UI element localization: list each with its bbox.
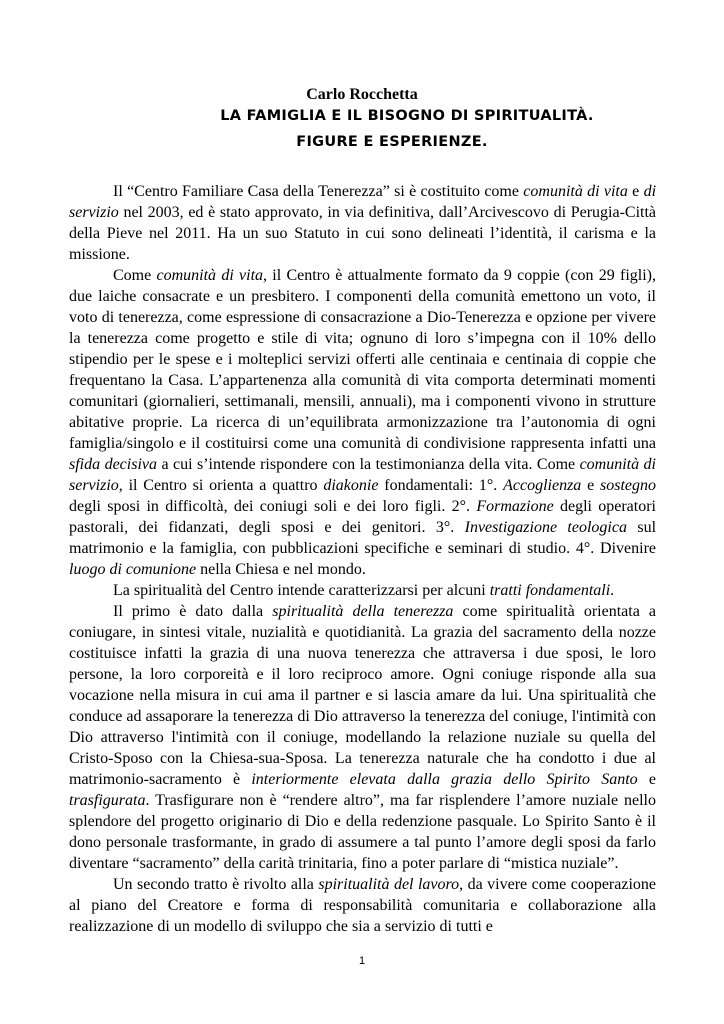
italic-text: spiritualità della tenerezza xyxy=(272,603,454,620)
text-run: nel 2003, ed è stato approvato, in via definitiva, dall’Arcivescovo di Perugia-Città della Pieve nel 2011. Ha un suo Statuto in cui sono delineati l’identità, il carisma e la missione. xyxy=(69,204,656,263)
text-run: , il Centro è attualmente formato da 9 coppie (con 29 figli), due laiche consacrate e un presbitero. I componenti della comunità emettono un voto, il voto di tenerezza, come espressione di consacrazione a Dio-Tenerezza e opzione per vivere la tenerezza come progetto e stile di vita; ognuno di loro s’impegna con il 10% dello stipendio per le spese e i molteplici servizi offerti alle centinaia e centinaia di coppie che frequentano la Casa. L’appartenenza alla comunità di vita comporta determinati momenti comunitari (giornalieri, settimanali, mensili, annuali), ma i componenti vivono in strutture abitative proprie. La ricerca di un’equilibrata armonizzazione tra l’autonomia di ogni famiglia/singolo e il costituirsi come una comunità di condivisione rappresenta infatti una xyxy=(69,267,657,452)
text-run: come spiritualità orientata a coniugare, in sintesi vitale, nuzialità e quotidianità. La grazia del sacramento della nozze costituisce infatti la grazia di una nuova tenerezza che attraversa i due sposi, le loro persone, la loro corporeità e il loro reciproco amore. Ogni coniuge risponde alla sua vocazione nella misura in cui ama il partner e si lascia amare da lui. Una spiritualità che conduce ad assaporare la tenerezza di Dio attraverso la tenerezza del coniuge, l'intimità con Dio attraverso l'intimità con il coniuge, modellando la relazione nuziale su quella del Cristo-Sposo con la Chiesa-sua-Sposa. La tenerezza naturale che ha condotto i due al matrimonio-sacramento è xyxy=(69,603,657,788)
text-run: nella Chiesa e nel mondo. xyxy=(196,561,366,578)
text-run: . xyxy=(610,582,615,599)
page-number: 1 xyxy=(358,955,366,967)
paragraph xyxy=(69,580,656,601)
italic-text: Formazione xyxy=(476,498,554,515)
text-run: a cui s’intende rispondere con la testimonianza della vita. Come xyxy=(157,456,580,473)
italic-text: comunità di vita xyxy=(523,183,628,200)
text-run: sul matrimonio e la famiglia, con pubblicazioni specifiche e seminari di studio. 4°. Divenire xyxy=(69,519,657,557)
italic-text: di servizio xyxy=(69,183,657,221)
text-run: degli sposi in difficoltà, dei coniugi soli e dei loro figli. 2°. xyxy=(69,498,477,515)
title-line-2: FIGURE E ESPERIENZE. xyxy=(296,134,488,150)
paragraph xyxy=(69,601,656,874)
italic-text: Investigazione teologica xyxy=(464,519,627,536)
italic-text: luogo di comunione xyxy=(69,561,197,578)
text-run: Il “Centro Familiare Casa della Tenerezza” si è costituito come xyxy=(113,183,524,200)
italic-text: spiritualità del lavoro xyxy=(318,876,460,893)
text-run: Un secondo tratto è rivolto alla xyxy=(113,876,319,893)
text-run: il Centro si orienta a quattro xyxy=(122,477,324,494)
text-run: La spiritualità del Centro intende caratterizzarsi per alcuni xyxy=(113,582,490,599)
italic-text: trasfigurata xyxy=(69,792,146,809)
paragraph xyxy=(69,181,656,265)
author-name: Carlo Rocchetta xyxy=(306,86,418,103)
italic-text: sostegno xyxy=(600,477,656,494)
italic-text: sfida decisiva xyxy=(69,456,157,473)
text-run: degli operatori pastorali, dei fidanzati, degli sposi e dei genitori. 3°. xyxy=(69,498,656,536)
text-run: fondamentali: 1°. xyxy=(378,477,504,494)
body-text xyxy=(69,181,656,937)
title-line-1: LA FAMIGLIA E IL BISOGNO DI SPIRITUALITÀ. xyxy=(220,108,594,124)
italic-text: tratti fondamentali xyxy=(489,582,611,599)
text-run: Il primo è dato dalla xyxy=(113,603,273,620)
italic-text: comunità di servizio, xyxy=(69,456,657,494)
paragraph xyxy=(69,874,656,937)
text-run: e xyxy=(581,477,600,494)
text-run: e xyxy=(637,771,656,788)
paragraph xyxy=(69,265,656,580)
italic-text: interiormente elevata dalla grazia dello Spirito Santo xyxy=(251,771,638,788)
text-run: . Trasfigurare non è “rendere altro”, ma far risplendere l’amore nuziale nello splendore del progetto originario di Dio e della redenzione pasquale. Lo Spirito Santo è il dono personale trasformante, in grado di assumere a tal punto l’amore degli sposi da farlo diventare “sacramento” della carità trinitaria, fino a poter parlare di “mistica nuziale”. xyxy=(69,792,656,872)
text-run: , da vivere come cooperazione al piano del Creatore e forma di responsabilità comunitaria e collaborazione alla realizzazione di un modello di sviluppo che sia a servizio di tutti e xyxy=(69,876,657,935)
italic-text: Accoglienza xyxy=(503,477,582,494)
italic-text: comunità di vita xyxy=(156,267,264,284)
text-run: Come xyxy=(113,267,157,284)
italic-text: diakonie xyxy=(323,477,379,494)
text-run: e xyxy=(627,183,644,200)
